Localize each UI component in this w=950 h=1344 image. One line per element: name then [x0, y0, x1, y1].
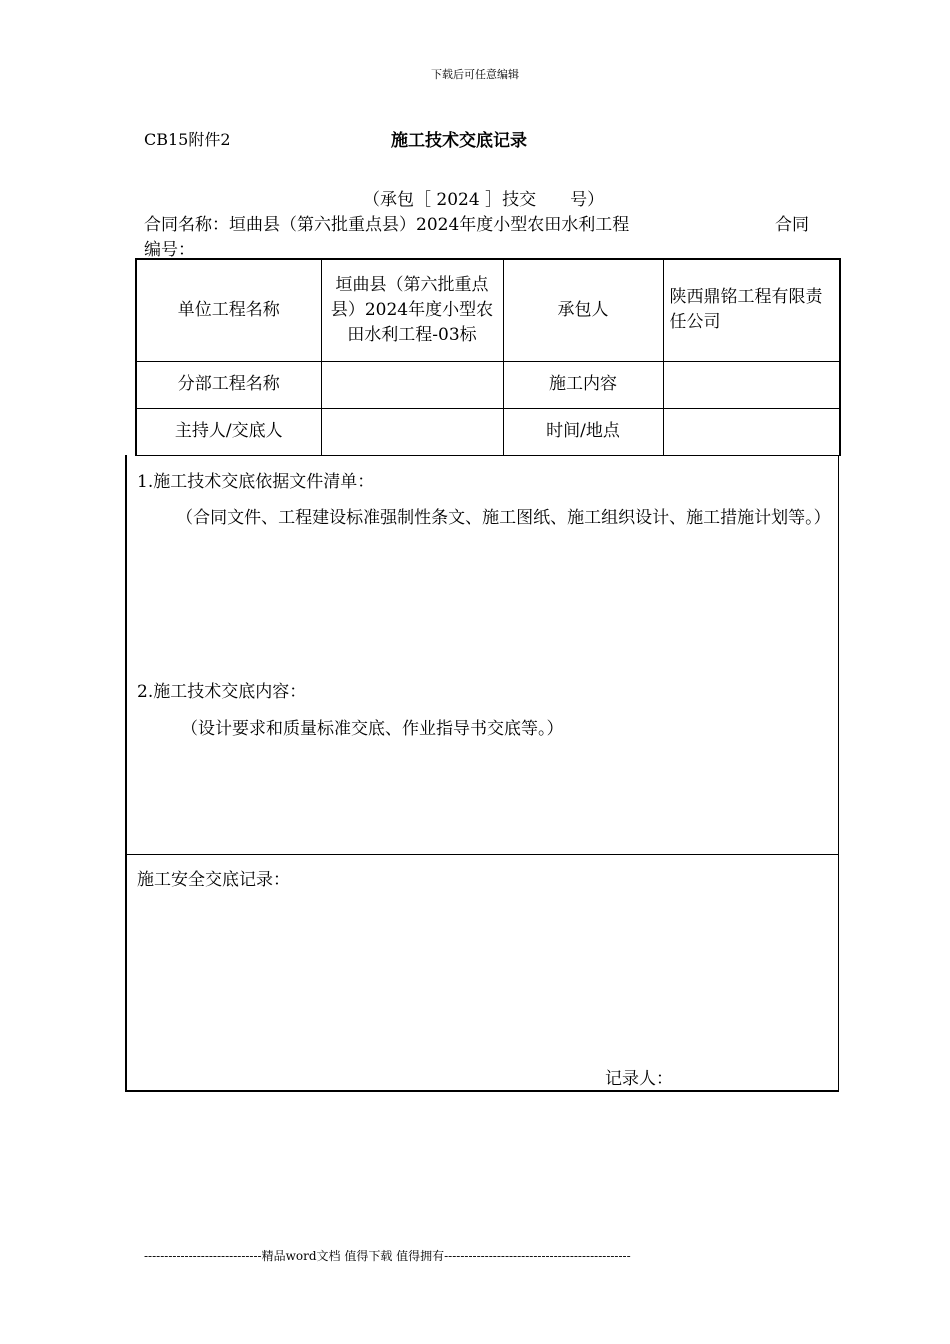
info-table	[135, 258, 841, 456]
document-code: CB15附件2	[144, 130, 231, 149]
table-row	[136, 259, 840, 361]
section1-heading: 1.施工技术交底依据文件清单：	[137, 472, 375, 492]
table-row	[136, 408, 840, 455]
section-divider	[127, 854, 838, 855]
construction-content-value[interactable]	[663, 361, 840, 408]
contract-name-text: 合同名称：垣曲县（第六批重点县）2024年度小型农田水利工程	[144, 215, 630, 235]
section1-description: （合同文件、工程建设标准强制性条文、施工图纸、施工组织设计、施工措施计划等。）	[176, 508, 831, 528]
safety-record-heading: 施工安全交底记录：	[137, 870, 290, 890]
unit-project-value[interactable]: 垣曲县（第六批重点县）2024年度小型农田水利工程-03标	[321, 259, 503, 361]
table-row	[136, 361, 840, 408]
section2-description: （设计要求和质量标准交底、作业指导书交底等。）	[181, 719, 564, 739]
time-location-value[interactable]	[663, 408, 840, 455]
document-number-line: （承包［ 2024 ］技交 号）	[363, 190, 605, 210]
section2-heading: 2.施工技术交底内容：	[137, 682, 307, 702]
sub-project-value[interactable]	[321, 361, 503, 408]
contractor-label: 承包人	[503, 259, 663, 361]
contract-no-label: 合同	[775, 215, 809, 235]
contract-name-line	[144, 210, 809, 235]
footer-text: -----------------------------精品word文档 值得下载 值得拥有----------------------------------------------	[144, 1249, 631, 1263]
disclosure-content-box	[125, 455, 839, 1092]
host-presenter-label: 主持人/交底人	[136, 408, 321, 455]
header-note: 下载后可任意编辑	[431, 68, 519, 81]
sub-project-label: 分部工程名称	[136, 361, 321, 408]
host-presenter-value[interactable]	[321, 408, 503, 455]
time-location-label: 时间/地点	[503, 408, 663, 455]
contract-no-line: 编号：	[144, 240, 195, 260]
unit-project-label: 单位工程名称	[136, 259, 321, 361]
recorder-label: 记录人：	[605, 1069, 673, 1089]
document-title: 施工技术交底记录	[391, 131, 527, 151]
contractor-value[interactable]: 陕西鼎铭工程有限责任公司	[663, 259, 840, 361]
construction-content-label: 施工内容	[503, 361, 663, 408]
